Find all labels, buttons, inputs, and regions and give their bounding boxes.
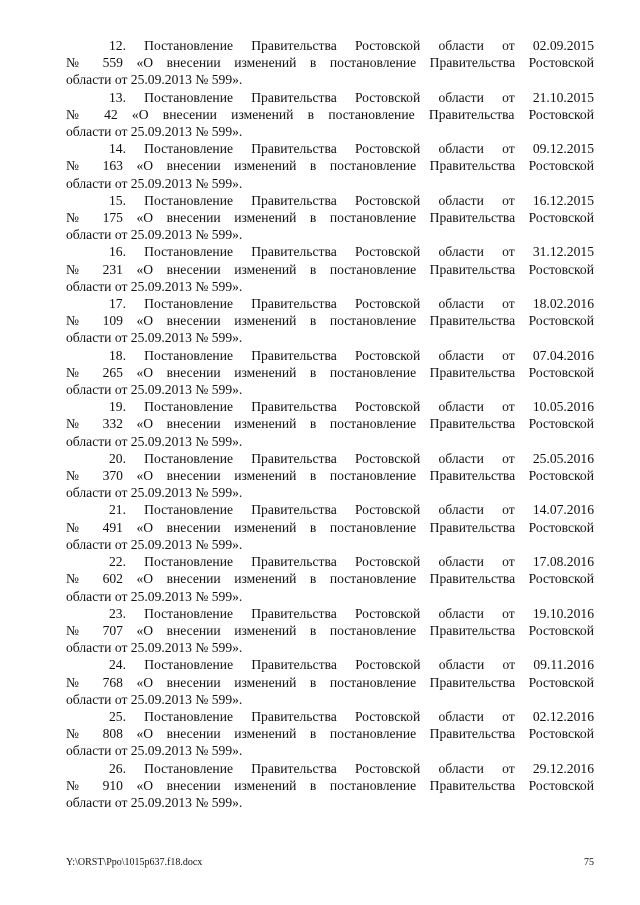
- list-item: [66, 37, 594, 89]
- list-item-line: № 163 «О внесении изменений в постановление Правительства Ростовской: [66, 158, 594, 174]
- list-item-line: области от 25.09.2013 № 599».: [66, 433, 243, 449]
- list-item: [66, 192, 594, 244]
- list-item-line: № 265 «О внесении изменений в постановление Правительства Ростовской: [66, 364, 594, 380]
- list-item-line: № 231 «О внесении изменений в постановление Правительства Ростовской: [66, 261, 594, 277]
- list-item-line: области от 25.09.2013 № 599».: [66, 227, 243, 243]
- list-item: [66, 347, 594, 399]
- list-item: [66, 140, 594, 192]
- page-footer: [66, 857, 594, 869]
- list-item-line: области от 25.09.2013 № 599».: [66, 175, 243, 191]
- list-item-line: № 910 «О внесении изменений в постановление Правительства Ростовской: [66, 777, 594, 793]
- list-item-line: области от 25.09.2013 № 599».: [66, 794, 243, 810]
- list-item-line: № 491 «О внесении изменений в постановление Правительства Ростовской: [66, 519, 594, 535]
- list-item-line: 26. Постановление Правительства Ростовской области от 29.12.2016: [109, 760, 594, 776]
- list-item: [66, 450, 594, 502]
- list-item-line: области от 25.09.2013 № 599».: [66, 691, 243, 707]
- list-item-line: 13. Постановление Правительства Ростовской области от 21.10.2015: [109, 89, 594, 105]
- list-item-line: области от 25.09.2013 № 599».: [66, 124, 243, 140]
- list-item-line: № 332 «О внесении изменений в постановление Правительства Ростовской: [66, 416, 594, 432]
- list-item-line: 21. Постановление Правительства Ростовской области от 14.07.2016: [109, 502, 594, 518]
- file-path: Y:\ORST\Ppo\1015p637.f18.docx: [66, 857, 203, 868]
- list-item: [66, 295, 594, 347]
- list-item: [66, 501, 594, 553]
- list-item: [66, 89, 594, 141]
- list-item-line: области от 25.09.2013 № 599».: [66, 330, 243, 346]
- list-item-line: области от 25.09.2013 № 599».: [66, 743, 243, 759]
- list-item-line: 17. Постановление Правительства Ростовской области от 18.02.2016: [109, 296, 594, 312]
- document-body: [66, 37, 594, 811]
- list-item-line: 23. Постановление Правительства Ростовской области от 19.10.2016: [109, 605, 594, 621]
- list-item: [66, 656, 594, 708]
- list-item: [66, 708, 594, 760]
- list-item-line: 12. Постановление Правительства Ростовской области от 02.09.2015: [109, 38, 594, 53]
- list-item-line: 20. Постановление Правительства Ростовской области от 25.05.2016: [109, 450, 594, 466]
- list-item-line: области от 25.09.2013 № 599».: [66, 72, 243, 88]
- list-item-line: № 175 «О внесении изменений в постановление Правительства Ростовской: [66, 210, 594, 226]
- list-item-line: № 370 «О внесении изменений в постановление Правительства Ростовской: [66, 468, 594, 484]
- list-item-line: 14. Постановление Правительства Ростовской области от 09.12.2015: [109, 141, 594, 157]
- list-item-line: № 109 «О внесении изменений в постановление Правительства Ростовской: [66, 313, 594, 329]
- list-item-line: № 808 «О внесении изменений в постановление Правительства Ростовской: [66, 726, 594, 742]
- list-item: [66, 760, 594, 812]
- list-item-line: № 768 «О внесении изменений в постановление Правительства Ростовской: [66, 674, 594, 690]
- list-item-line: области от 25.09.2013 № 599».: [66, 640, 243, 656]
- list-item-line: области от 25.09.2013 № 599».: [66, 588, 243, 604]
- list-item-line: области от 25.09.2013 № 599».: [66, 485, 243, 501]
- list-item-line: области от 25.09.2013 № 599».: [66, 536, 243, 552]
- list-item-line: № 42 «О внесении изменений в постановление Правительства Ростовской: [66, 106, 594, 122]
- list-item: [66, 605, 594, 657]
- list-item-line: 25. Постановление Правительства Ростовской области от 02.12.2016: [109, 708, 594, 724]
- list-item-line: 22. Постановление Правительства Ростовской области от 17.08.2016: [109, 554, 594, 570]
- list-item-line: № 602 «О внесении изменений в постановление Правительства Ростовской: [66, 571, 594, 587]
- list-item-line: 16. Постановление Правительства Ростовской области от 31.12.2015: [109, 244, 594, 260]
- list-item-line: № 707 «О внесении изменений в постановление Правительства Ростовской: [66, 622, 594, 638]
- list-item: [66, 243, 594, 295]
- list-item-line: № 559 «О внесении изменений в постановление Правительства Ростовской: [66, 55, 594, 71]
- list-item-line: 18. Постановление Правительства Ростовской области от 07.04.2016: [109, 347, 594, 363]
- list-item-line: 19. Постановление Правительства Ростовской области от 10.05.2016: [109, 399, 594, 415]
- page-number: 75: [584, 857, 594, 868]
- list-item-line: 15. Постановление Правительства Ростовской области от 16.12.2015: [109, 192, 594, 208]
- list-item-line: области от 25.09.2013 № 599».: [66, 382, 243, 398]
- list-item: [66, 553, 594, 605]
- list-item-line: 24. Постановление Правительства Ростовской области от 09.11.2016: [109, 657, 594, 673]
- list-item: [66, 398, 594, 450]
- list-item-line: области от 25.09.2013 № 599».: [66, 278, 243, 294]
